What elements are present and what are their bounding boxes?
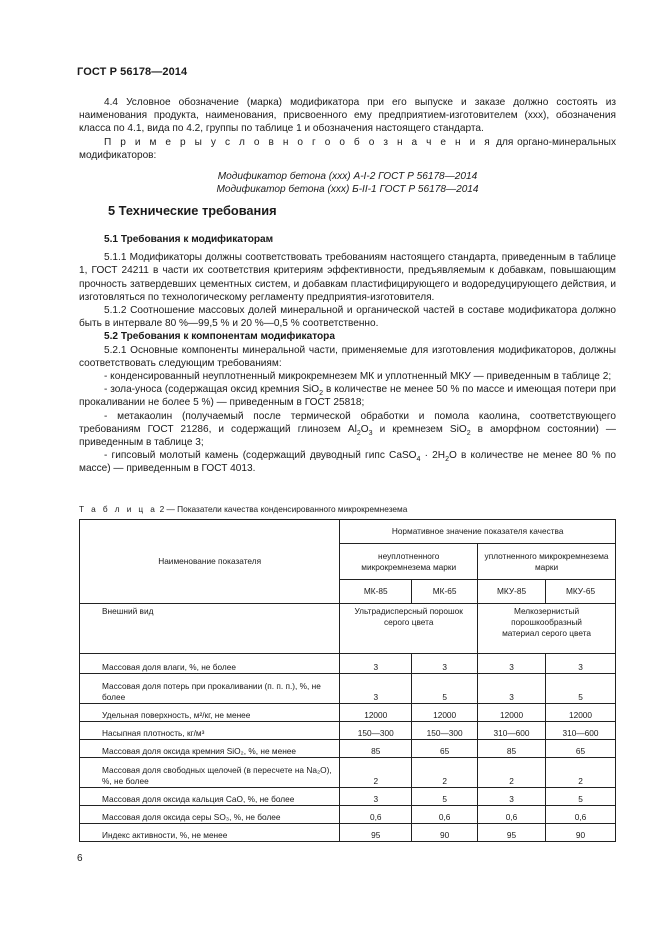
table-row bbox=[80, 740, 616, 758]
value-cell: 12000 bbox=[412, 704, 478, 722]
value-cell: 0,6 bbox=[546, 806, 616, 824]
value-cell: 2 bbox=[340, 758, 412, 788]
row-name: Удельная поверхность, м²/кг, не менее bbox=[80, 704, 340, 722]
row-name: Индекс активности, %, не менее bbox=[80, 824, 340, 842]
paragraph-5-1-2: 5.1.2 Соотношение массовых долей минеральной и органической частей в составе модификатора должно быть в интервале 80 %—99,5 % и 20 %—0,5 % соответственно. bbox=[79, 305, 616, 330]
header-name: Наименование показателя bbox=[80, 520, 340, 604]
grade-cell: МКУ-85 bbox=[478, 580, 546, 604]
section-5-body bbox=[79, 233, 616, 476]
gypsum-text-c: O в количестве не менее 80 % по массе) — приведенным в ГОСТ 4013. bbox=[79, 450, 617, 475]
metakaolin-text-a: - метакаолин (получаемый после термической обработки и помола каолина, соответствующего требованиям ГОСТ 21286, и содержащий глинозем Al bbox=[79, 410, 616, 435]
examples-intro bbox=[79, 136, 616, 162]
appearance-mk: Ультрадисперсный порошок серого цвета bbox=[340, 604, 478, 654]
subscript: 2 bbox=[445, 456, 450, 464]
value-cell: 95 bbox=[340, 824, 412, 842]
value-cell: 3 bbox=[478, 654, 546, 674]
appearance-mku: Мелкозернистый порошкообразный материал серого цвета bbox=[478, 604, 616, 654]
subscript: 2 bbox=[466, 429, 471, 437]
gypsum-text-b: · 2H bbox=[420, 450, 446, 462]
paragraph-4-4: 4.4 Условное обозначение (марка) модификатора при его выпуске и заказе должно состоять из наименования продукта, наименования, присвоенного ему предприятием-изготовителем (ххх), обозначения класса по 4.1, вида по 4.2, группы по таблице 1 и обозначения настоящего стандарта. bbox=[79, 97, 616, 135]
subscript: 2 bbox=[356, 429, 361, 437]
value-cell: 150—300 bbox=[340, 722, 412, 740]
value-cell: 65 bbox=[412, 740, 478, 758]
table-row bbox=[80, 824, 616, 842]
row-name: Массовая доля потерь при прокаливании (п. п. п.), %, не более bbox=[80, 674, 340, 704]
value-cell: 90 bbox=[546, 824, 616, 842]
quality-table bbox=[79, 519, 616, 842]
value-cell: 0,6 bbox=[340, 806, 412, 824]
subscript: 4 bbox=[416, 456, 421, 464]
row-name: Массовая доля влаги, %, не более bbox=[80, 654, 340, 674]
grade-cell: МК-65 bbox=[412, 580, 478, 604]
fly-ash-text-b: в количестве не менее 50 % по массе и имеющая потери при прокаливании не более 5 %) — приведенным в ГОСТ 25818; bbox=[79, 384, 616, 409]
row-name: Массовая доля оксида серы SO₃, %, не более bbox=[80, 806, 340, 824]
table-caption-text: 2 — Показатели качества конденсированного микрокремнезема bbox=[157, 504, 408, 514]
value-cell: 5 bbox=[412, 788, 478, 806]
value-cell: 5 bbox=[546, 674, 616, 704]
value-cell: 3 bbox=[340, 674, 412, 704]
value-cell: 3 bbox=[478, 674, 546, 704]
value-cell: 310—600 bbox=[478, 722, 546, 740]
value-cell: 85 bbox=[478, 740, 546, 758]
value-cell: 90 bbox=[412, 824, 478, 842]
value-cell: 5 bbox=[412, 674, 478, 704]
table-header-row bbox=[80, 520, 616, 544]
gypsum-text-a: - гипсовый молотый камень (содержащий двуводный гипс CaSO bbox=[104, 450, 417, 462]
row-name: Массовая доля оксида кремния SiO₂, %, не менее bbox=[80, 740, 340, 758]
header-mku: уплотненного микрокремнезема марки bbox=[478, 544, 616, 580]
value-cell: 12000 bbox=[478, 704, 546, 722]
list-item-microsilica: - конденсированный неуплотненный микрокремнезем МК и уплотненный МКУ — приведенным в таблице 2; bbox=[104, 371, 612, 383]
grade-cell: МКУ-65 bbox=[546, 580, 616, 604]
value-cell: 3 bbox=[546, 654, 616, 674]
paragraph-5-2-1: 5.2.1 Основные компоненты минеральной части, применяемые для изготовления модификаторов, должны соответствовать следующим требованиям: bbox=[79, 344, 616, 369]
value-cell: 65 bbox=[546, 740, 616, 758]
value-cell: 2 bbox=[412, 758, 478, 788]
value-cell: 0,6 bbox=[412, 806, 478, 824]
table-row bbox=[80, 654, 616, 674]
value-cell: 12000 bbox=[340, 704, 412, 722]
value-cell: 85 bbox=[340, 740, 412, 758]
metakaolin-text-d: в аморфном состоянии) — приведенным в таблице 3; bbox=[79, 423, 616, 449]
metakaolin-text-c: и кремнезем SiO bbox=[372, 423, 467, 435]
value-cell: 12000 bbox=[546, 704, 616, 722]
header-mk: неуплотненного микрокремнезема марки bbox=[340, 544, 478, 580]
list-item-gypsum bbox=[79, 449, 616, 475]
table-row bbox=[80, 722, 616, 740]
value-cell: 3 bbox=[340, 788, 412, 806]
table-row bbox=[80, 604, 616, 654]
document-header: ГОСТ Р 56178—2014 bbox=[77, 66, 188, 78]
value-cell: 2 bbox=[478, 758, 546, 788]
section-5-title: 5 Технические требования bbox=[108, 203, 277, 218]
section-4-4 bbox=[79, 96, 616, 196]
metakaolin-text-b: O bbox=[360, 423, 369, 435]
row-name: Массовая доля свободных щелочей (в пересчете на Na₂O), %, не более bbox=[80, 758, 340, 788]
row-name: Массовая доля оксида кальция CaO, %, не более bbox=[80, 788, 340, 806]
example-1: Модификатор бетона (ххх) А-I-2 ГОСТ Р 56178—2014 bbox=[217, 171, 478, 183]
list-item-fly-ash bbox=[79, 383, 616, 409]
paragraph-5-1-1: 5.1.1 Модификаторы должны соответствовать требованиям настоящего стандарта, приведенным в таблице 1, ГОСТ 24211 в части их соответствия критериям эффективности, предъявляемым к добавкам, повышающим прочность затвердевших цементных систем, и добавкам пластифицирующего и водоредуцирующего действия, и изготовляться по технологическому регламенту предприятия-изготовителя. bbox=[79, 252, 616, 303]
list-item-metakaolin bbox=[79, 410, 616, 450]
subsection-5-2-title: 5.2 Требования к компонентам модификатора bbox=[104, 331, 335, 343]
table-caption bbox=[79, 504, 407, 514]
table-row bbox=[80, 806, 616, 824]
grade-cell: МК-85 bbox=[340, 580, 412, 604]
row-name: Насыпная плотность, кг/м³ bbox=[80, 722, 340, 740]
example-2: Модификатор бетона (ххх) Б-II-1 ГОСТ Р 56178—2014 bbox=[216, 184, 479, 196]
table-row bbox=[80, 704, 616, 722]
table-row bbox=[80, 674, 616, 704]
page-number: 6 bbox=[77, 853, 83, 864]
table-row bbox=[80, 758, 616, 788]
subsection-5-1-title: 5.1 Требования к модификаторам bbox=[104, 234, 274, 245]
fly-ash-text-a: - зола-уноса (содержащая оксид кремния SiO bbox=[104, 384, 320, 396]
examples-tail: для органо-минеральных модификаторов: bbox=[79, 136, 616, 161]
subscript: 3 bbox=[368, 429, 373, 437]
examples-label: П р и м е р ы у с л о в н о г о о б о з н а ч е н и я bbox=[104, 136, 493, 148]
value-cell: 3 bbox=[478, 788, 546, 806]
value-cell: 0,6 bbox=[478, 806, 546, 824]
value-cell: 95 bbox=[478, 824, 546, 842]
subscript: 2 bbox=[319, 390, 324, 398]
value-cell: 310—600 bbox=[546, 722, 616, 740]
value-cell: 3 bbox=[340, 654, 412, 674]
value-cell: 2 bbox=[546, 758, 616, 788]
value-cell: 150—300 bbox=[412, 722, 478, 740]
row-name: Внешний вид bbox=[80, 604, 340, 654]
value-cell: 5 bbox=[546, 788, 616, 806]
table-row bbox=[80, 788, 616, 806]
value-cell: 3 bbox=[412, 654, 478, 674]
header-normative: Нормативное значение показателя качества bbox=[340, 520, 616, 544]
table-caption-label: Т а б л и ц а bbox=[79, 504, 158, 514]
